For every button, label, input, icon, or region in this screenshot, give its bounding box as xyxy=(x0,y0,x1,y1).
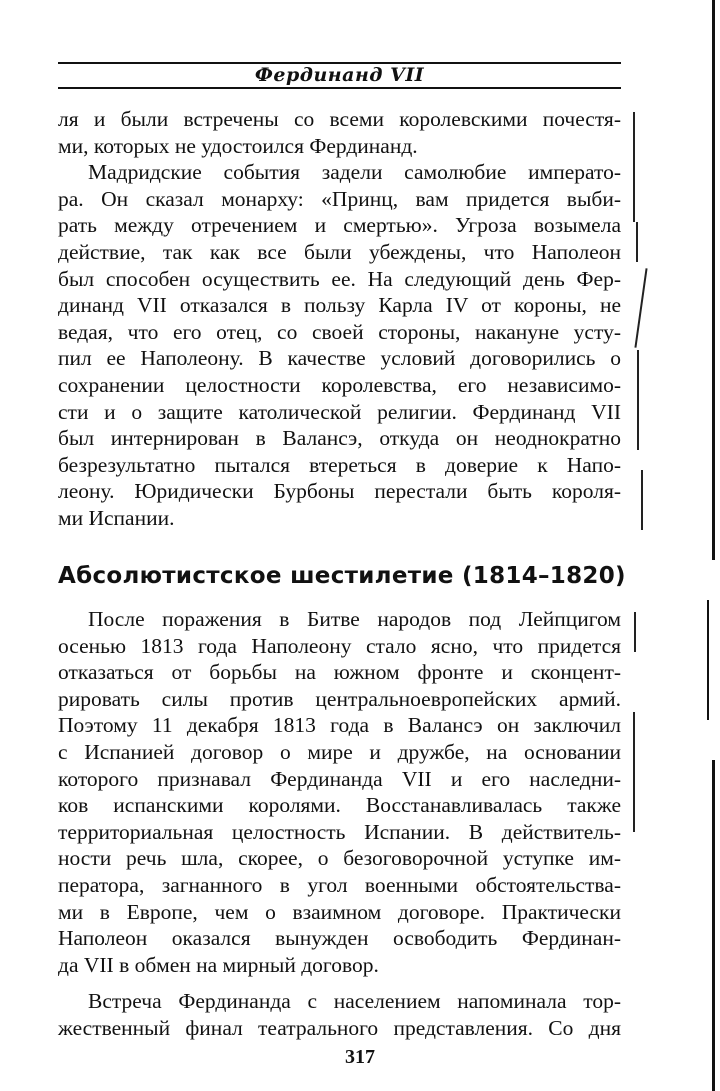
text-line: территориальная целостность Испании. В действитель- xyxy=(58,819,621,844)
text-line: ми в Европе, чем о взаимном договоре. Практически xyxy=(58,899,621,924)
text-line: После поражения в Битве народов под Лейпцигом xyxy=(88,607,621,631)
page-edge-line xyxy=(707,600,709,720)
text-line: Поэтому 11 декабря 1813 года в Валансэ он заключил xyxy=(58,713,621,738)
text-line: леону. Юридически Бурбоны перестали быть короля- xyxy=(58,479,621,504)
text-line: рировать силы против центральноевропейских армий. xyxy=(58,686,621,711)
text-line: рать между отречением и смертью». Угроза возымела xyxy=(58,213,621,238)
page-number: 317 xyxy=(345,1046,375,1068)
margin-mark xyxy=(637,350,639,450)
page-edge-line xyxy=(712,760,715,1091)
text-line: осенью 1813 года Наполеону стало ясно, что придется xyxy=(58,633,621,658)
section-heading: Абсолютистское шестилетие (1814–1820) xyxy=(58,563,626,589)
text-block-top xyxy=(58,106,621,532)
header-rule-bottom xyxy=(58,87,621,89)
running-header: Фердинанд VII xyxy=(254,64,425,86)
text-line: жественный финал театрального представления. Со дня xyxy=(58,1015,621,1040)
text-line: ков испанскими королями. Восстанавливалась также xyxy=(58,793,621,818)
text-line: был интернирован в Валансэ, откуда он неоднократно xyxy=(58,426,621,451)
text-line: ля и были встречены со всеми королевскими почестя- xyxy=(58,107,621,131)
margin-mark xyxy=(636,222,638,262)
margin-mark xyxy=(634,268,647,347)
margin-mark xyxy=(641,470,643,530)
margin-mark xyxy=(633,112,635,222)
text-line: действие, так как все были убеждены, что Наполеон xyxy=(58,239,621,264)
margin-mark xyxy=(633,712,635,832)
text-line: Мадридские события задели самолюбие императо- xyxy=(88,160,621,185)
text-line: которого признавал Фердинанда VII и его наследни- xyxy=(58,766,621,791)
text-line: ми, которых не удостоился Фердинанд. xyxy=(58,133,418,158)
text-line: ра. Он сказал монарху: «Принц, вам придется выби- xyxy=(58,186,621,211)
text-line: сти и о защите католической религии. Фердинанд VII xyxy=(58,399,621,424)
text-line: Наполеон оказался вынужден освободить Фердинан- xyxy=(58,926,621,951)
paragraph-spacer xyxy=(58,978,621,988)
text-line: ведая, что его отец, со своей стороны, накануне усту- xyxy=(58,319,621,344)
margin-mark xyxy=(634,612,636,652)
text-block-bottom xyxy=(58,606,621,1042)
text-line: ности речь шла, скорее, о безоговорочной уступке им- xyxy=(58,846,621,871)
text-line: пил ее Наполеону. В качестве условий договорились о xyxy=(58,346,621,371)
text-line: безрезультатно пытался втереться в доверие к Напо- xyxy=(58,452,621,477)
text-line: ператора, загнанного в угол военными обстоятельства- xyxy=(58,872,621,897)
text-line: отказаться от борьбы на южном фронте и сконцент- xyxy=(58,660,621,685)
text-line: ми Испании. xyxy=(58,505,175,530)
text-line: Встреча Фердинанда с населением напоминала тор- xyxy=(88,989,621,1014)
text-line: динанд VII отказался в пользу Карла IV от короны, не xyxy=(58,293,621,318)
page-edge-line xyxy=(712,0,715,560)
text-line: да VII в обмен на мирный договор. xyxy=(58,952,379,977)
text-line: с Испанией договор о мире и дружбе, на основании xyxy=(58,739,621,764)
text-line: сохранении целостности королевства, его независимо- xyxy=(58,372,621,397)
text-line: был способен осуществить ее. На следующий день Фер- xyxy=(58,266,621,291)
